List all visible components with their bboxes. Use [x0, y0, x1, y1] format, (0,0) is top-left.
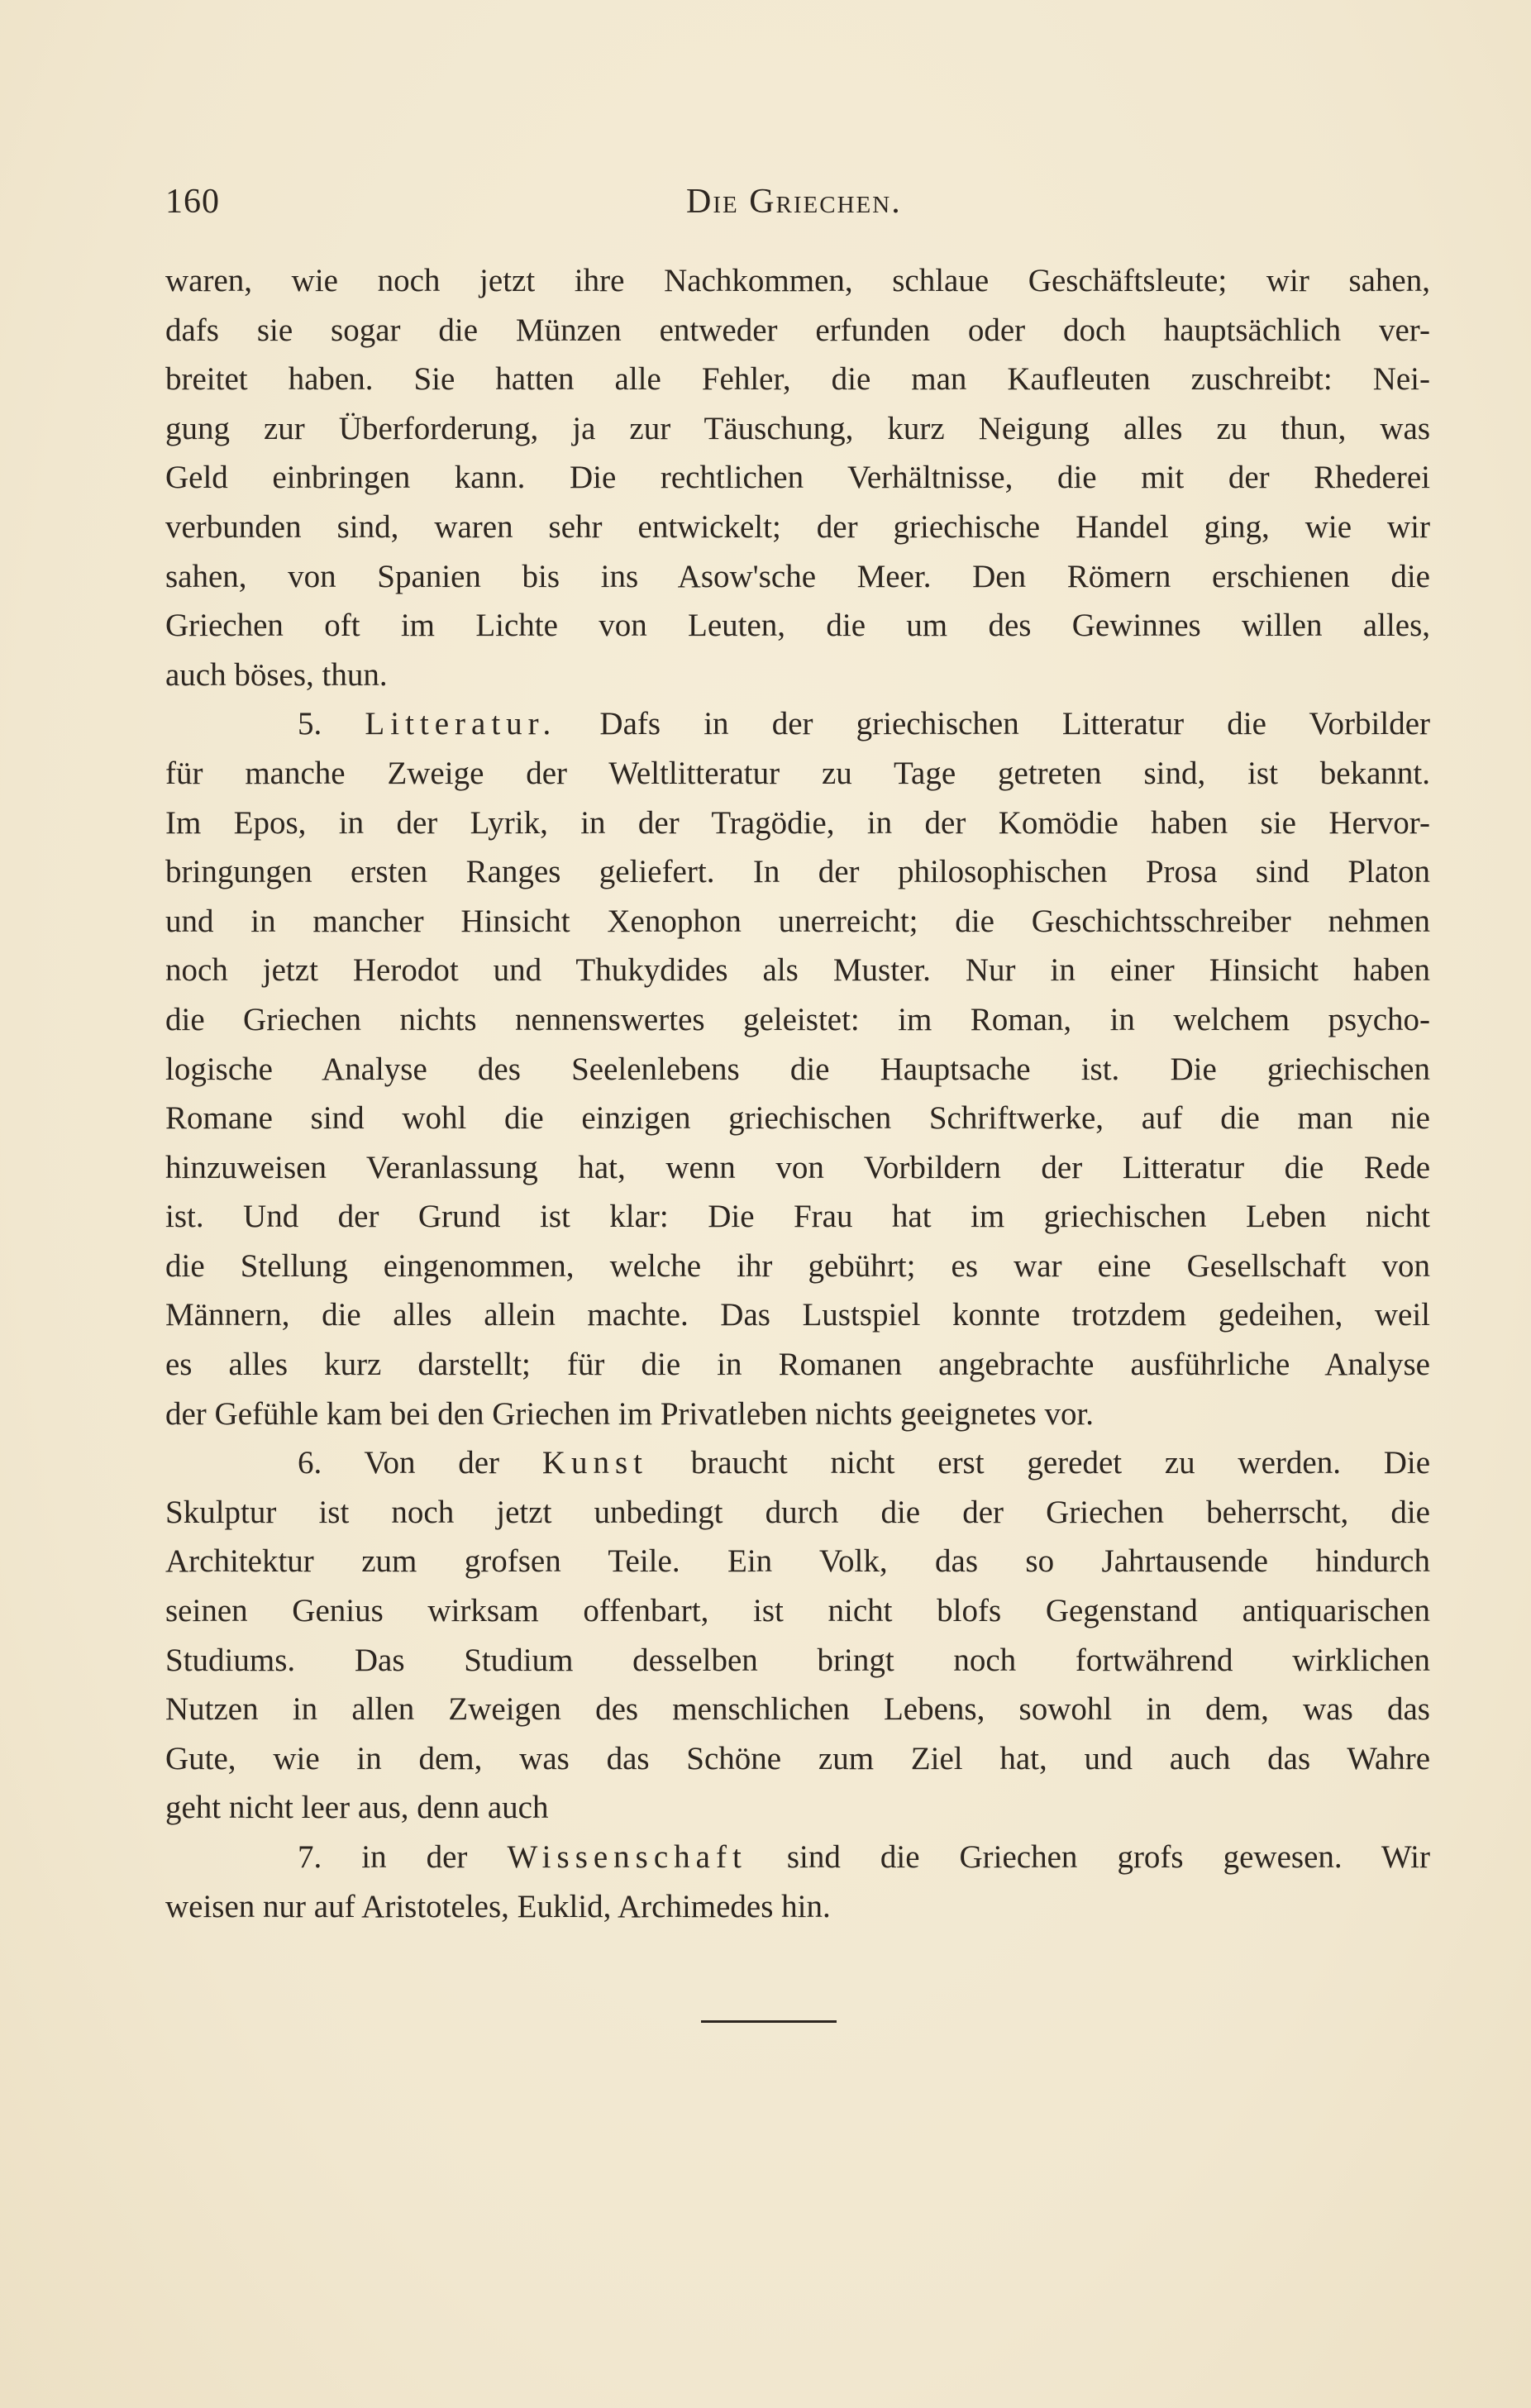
text-line: für manche Zweige der Weltlitteratur zu Tage getreten sind, ist bekannt.	[165, 755, 1430, 791]
text-line: Männern, die alles allein machte. Das Lustspiel konnte trotzdem gedeihen, weil	[165, 1297, 1430, 1333]
text-line: sahen, von Spanien bis ins Asow'sche Meer. Den Römern erschienen die	[165, 558, 1430, 594]
text-line: Gute, wie in dem, was das Schöne zum Ziel hat, und auch das Wahre	[165, 1740, 1430, 1776]
text-line: der Gefühle kam bei den Griechen im Privatleben nichts geeignetes vor.	[165, 1395, 1095, 1432]
section-6-number: 6.	[298, 1445, 322, 1481]
text-line: Im Epos, in der Lyrik, in der Tragödie, in der Komödie haben sie Hervor-	[165, 804, 1430, 841]
running-head	[165, 182, 1438, 231]
text-line: dafs sie sogar die Münzen entweder erfunden oder doch hauptsächlich ver-	[165, 312, 1430, 348]
text-line: Romane sind wohl die einzigen griechischen Schriftwerke, auf die man nie	[165, 1100, 1430, 1137]
text-line: gung zur Überforderung, ja zur Täuschung, kurz Neigung alles zu thun, was	[165, 410, 1430, 446]
section-7-lead: in der	[361, 1839, 468, 1875]
section-7-first-line	[165, 1833, 1430, 1882]
text-line: waren, wie noch jetzt ihre Nachkommen, schlaue Geschäftsleute; wir sahen,	[165, 263, 1430, 298]
text-line: geht nicht leer aus, denn auch	[165, 1790, 549, 1826]
text-line: es alles kurz darstellt; für die in Romanen angebrachte ausführliche Analyse	[165, 1347, 1430, 1383]
section-5-heading: Litteratur.	[365, 706, 557, 742]
text-line: bringungen ersten Ranges geliefert. In der philosophischen Prosa sind Platon	[165, 854, 1430, 890]
text-line: noch jetzt Herodot und Thukydides als Muster. Nur in einer Hinsicht haben	[165, 952, 1430, 989]
text-line: ist. Und der Grund ist klar: Die Frau hat im griechischen Leben nicht	[165, 1199, 1430, 1235]
body-text	[165, 256, 1430, 1931]
text-line: Skulptur ist noch jetzt unbedingt durch die der Griechen beherrscht, die	[165, 1494, 1430, 1530]
text-line: und in mancher Hinsicht Xenophon unerreicht; die Geschichtsschreiber nehmen	[165, 903, 1430, 939]
section-6-text: braucht nicht erst geredet zu werden. Die	[690, 1445, 1431, 1481]
text-line: Studiums. Das Studium desselben bringt noch fortwährend wirklichen	[165, 1642, 1430, 1678]
section-6-keyword: Kunst	[541, 1445, 649, 1481]
text-line: Geld einbringen kann. Die rechtlichen Verhältnisse, die mit der Rhederei	[165, 460, 1430, 496]
text-line: Griechen oft im Lichte von Leuten, die um des Gewinnes willen alles,	[165, 608, 1430, 644]
section-5-first-line	[165, 699, 1430, 749]
text-line: Nutzen in allen Zweigen des menschlichen Lebens, sowohl in dem, was das	[165, 1691, 1430, 1728]
text-line: weisen nur auf Aristoteles, Euklid, Archimedes hin.	[165, 1888, 831, 1924]
text-line: die Stellung eingenommen, welche ihr gebührt; es war eine Gesellschaft von	[165, 1247, 1430, 1284]
text-line: Architektur zum grofsen Teile. Ein Volk, das so Jahrtausende hindurch	[165, 1543, 1430, 1580]
text-line: die Griechen nichts nennenswertes geleistet: im Roman, in welchem psycho-	[165, 1001, 1430, 1037]
section-7-text: sind die Griechen grofs gewesen. Wir	[786, 1839, 1431, 1875]
text-line: seinen Genius wirksam offenbart, ist nicht blofs Gegenstand antiquarischen	[165, 1593, 1430, 1629]
section-7-keyword: Wissenschaft	[507, 1839, 747, 1875]
end-rule	[701, 2020, 837, 2023]
text-line: breitet haben. Sie hatten alle Fehler, die man Kaufleuten zuschreibt: Nei-	[165, 361, 1430, 398]
running-title: Die Griechen.	[686, 183, 902, 221]
text-line: auch böses, thun.	[165, 656, 388, 693]
section-5-text: Dafs in der griechischen Litteratur die Vorbilder	[599, 706, 1430, 742]
page-number: 160	[165, 183, 220, 221]
text-line: verbunden sind, waren sehr entwickelt; der griechische Handel ging, wie wir	[165, 508, 1430, 545]
text-line: logische Analyse des Seelenlebens die Hauptsache ist. Die griechischen	[165, 1051, 1430, 1087]
section-6-lead: Von der	[364, 1445, 500, 1481]
text-line: hinzuweisen Veranlassung hat, wenn von Vorbildern der Litteratur die Rede	[165, 1149, 1430, 1185]
section-7-number: 7.	[298, 1839, 322, 1875]
section-6-first-line	[165, 1438, 1430, 1488]
section-5-number: 5.	[298, 706, 322, 742]
